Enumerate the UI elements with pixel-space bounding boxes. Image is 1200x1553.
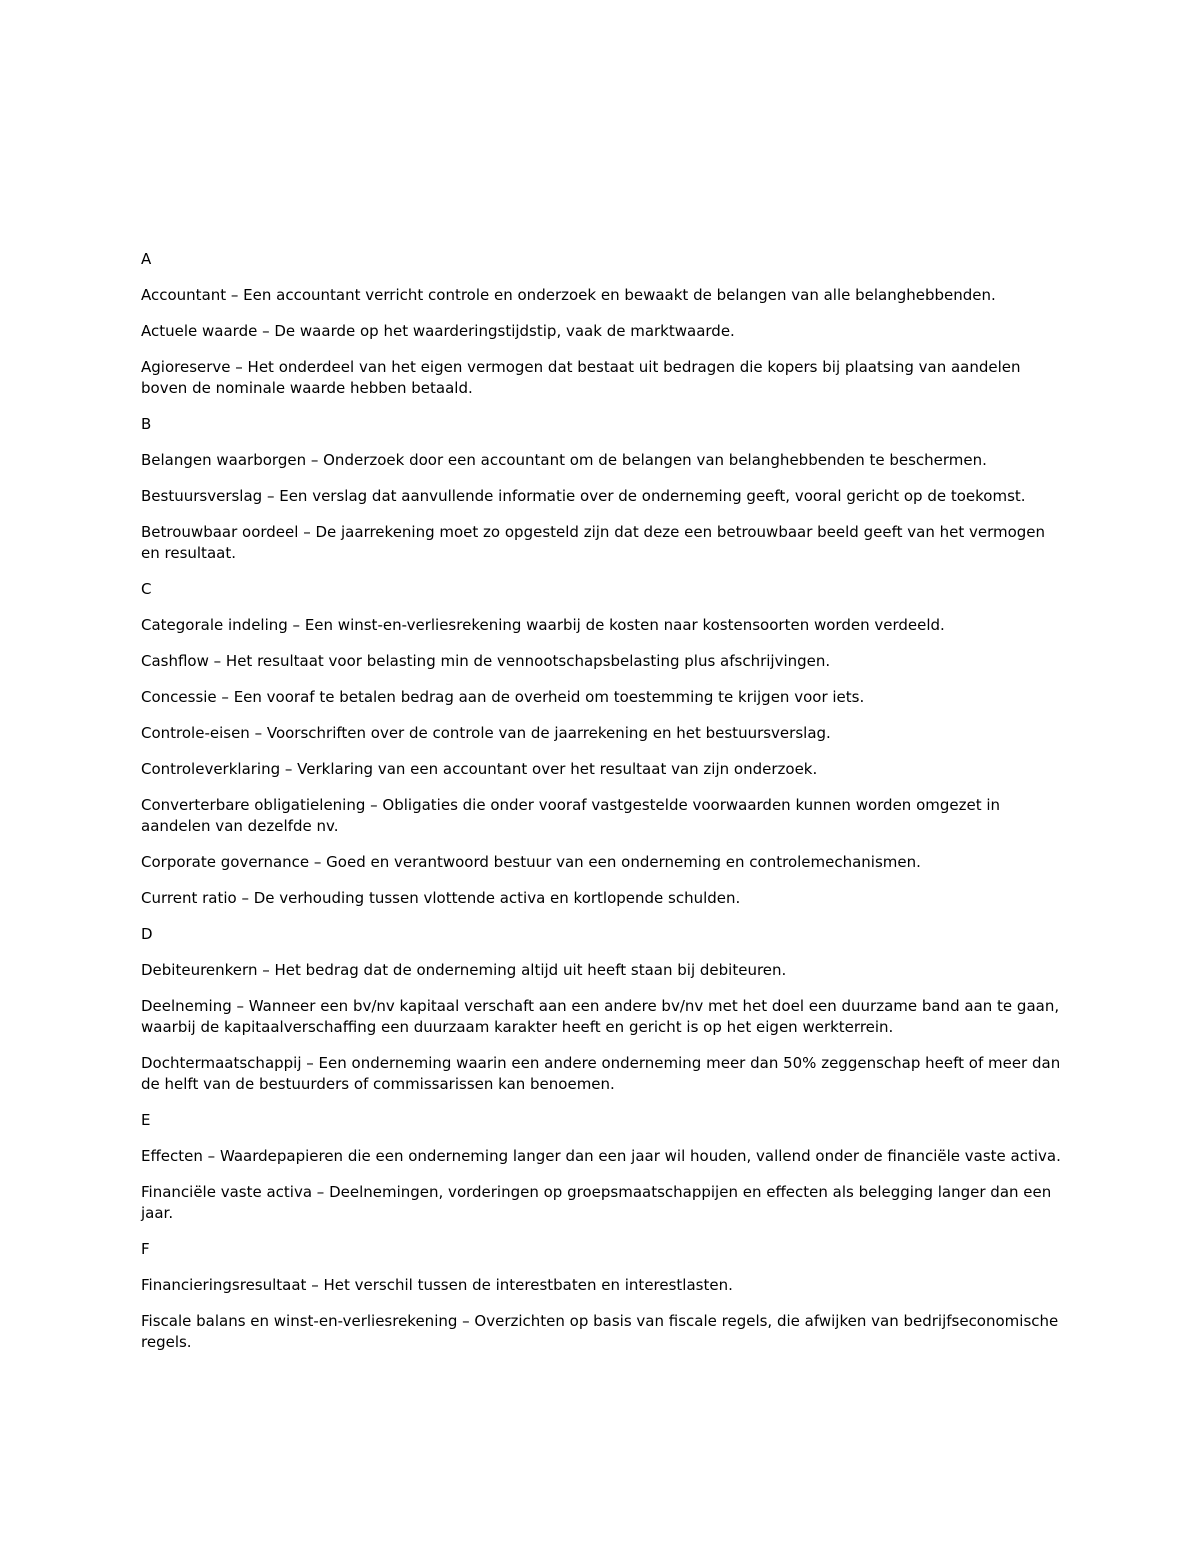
section-letter-f: F xyxy=(141,1240,150,1258)
glossary-entry: Cashflow – Het resultaat voor belasting min de vennootschapsbelasting plus afschrijvingen. xyxy=(141,652,831,670)
section-letter-a: A xyxy=(141,250,152,268)
section-letter-b: B xyxy=(141,415,152,433)
glossary-entry: Actuele waarde – De waarde op het waarderingstijdstip, vaak de marktwaarde. xyxy=(141,322,735,340)
glossary-entry: Belangen waarborgen – Onderzoek door een accountant om de belangen van belanghebbenden te beschermen. xyxy=(141,451,987,469)
glossary-entry: Converterbare obligatielening – Obligaties die onder vooraf vastgestelde voorwaarden kunnen worden omgezet in aandelen van dezelfde nv. xyxy=(141,796,1001,835)
glossary-entry: Concessie – Een vooraf te betalen bedrag aan de overheid om toestemming te krijgen voor iets. xyxy=(141,688,865,706)
glossary-entry: Deelneming – Wanneer een bv/nv kapitaal verschaft aan een andere bv/nv met het doel een duurzame band aan te gaan, waarbij de kapitaalverschaffing een duurzaam karakter heeft en gericht is op het eigen werkterrein. xyxy=(141,997,1060,1036)
section-letter-c: C xyxy=(141,580,152,598)
glossary-entry: Controleverklaring – Verklaring van een accountant over het resultaat van zijn onderzoek. xyxy=(141,760,818,778)
glossary-entry: Debiteurenkern – Het bedrag dat de onderneming altijd uit heeft staan bij debiteuren. xyxy=(141,961,787,979)
glossary-entry: Agioreserve – Het onderdeel van het eigen vermogen dat bestaat uit bedragen die kopers bij plaatsing van aandelen boven de nominale waarde hebben betaald. xyxy=(141,358,1021,397)
glossary-entry: Dochtermaatschappij – Een onderneming waarin een andere onderneming meer dan 50% zeggenschap heeft of meer dan de helft van de bestuurders of commissarissen kan benoemen. xyxy=(141,1054,1061,1093)
glossary-entry: Controle-eisen – Voorschriften over de controle van de jaarrekening en het bestuursverslag. xyxy=(141,724,831,742)
glossary-entry: Effecten – Waardepapieren die een onderneming langer dan een jaar wil houden, vallend onder de financiële vaste activa. xyxy=(141,1147,1061,1165)
glossary-entry: Accountant – Een accountant verricht controle en onderzoek en bewaakt de belangen van alle belanghebbenden. xyxy=(141,286,996,304)
glossary-page xyxy=(141,249,1066,1368)
glossary-entry: Financieringsresultaat – Het verschil tussen de interestbaten en interestlasten. xyxy=(141,1276,733,1294)
glossary-entry: Categorale indeling – Een winst-en-verliesrekening waarbij de kosten naar kostensoorten worden verdeeld. xyxy=(141,616,945,634)
section-letter-d: D xyxy=(141,925,153,943)
section-letter-e: E xyxy=(141,1111,151,1129)
glossary-entry: Corporate governance – Goed en verantwoord bestuur van een onderneming en controlemechanismen. xyxy=(141,853,921,871)
glossary-entry: Current ratio – De verhouding tussen vlottende activa en kortlopende schulden. xyxy=(141,889,741,907)
glossary-entry: Fiscale balans en winst-en-verliesrekening – Overzichten op basis van fiscale regels, die afwijken van bedrijfseconomische regels. xyxy=(141,1312,1059,1351)
glossary-entry: Betrouwbaar oordeel – De jaarrekening moet zo opgesteld zijn dat deze een betrouwbaar beeld geeft van het vermogen en resultaat. xyxy=(141,523,1046,562)
glossary-entry: Financiële vaste activa – Deelnemingen, vorderingen op groepsmaatschappijen en effecten als belegging langer dan een jaar. xyxy=(141,1183,1052,1222)
glossary-entry: Bestuursverslag – Een verslag dat aanvullende informatie over de onderneming geeft, vooral gericht op de toekomst. xyxy=(141,487,1026,505)
